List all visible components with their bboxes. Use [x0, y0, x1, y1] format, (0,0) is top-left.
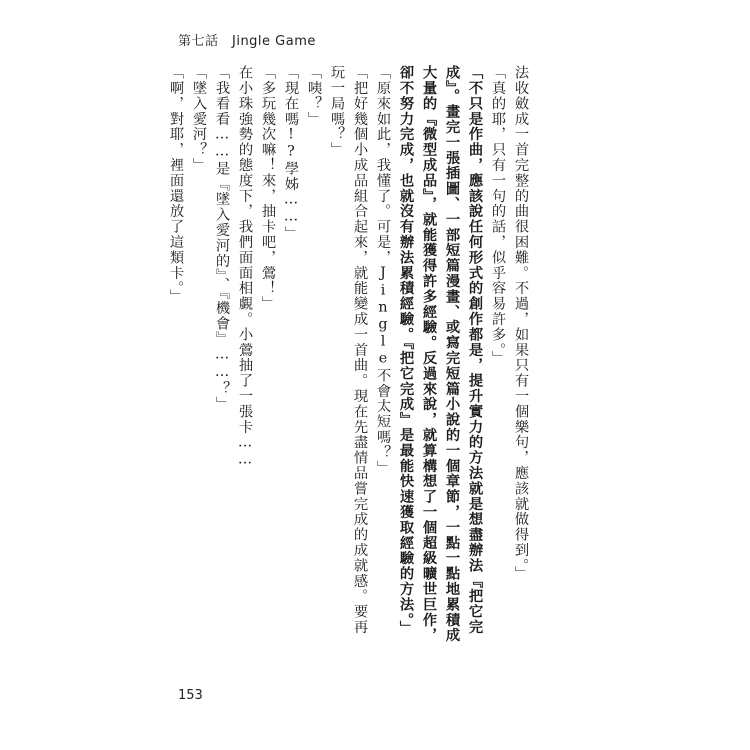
paragraph: 「多玩幾次嘛！來，抽卡吧，鶯！」 [260, 65, 276, 312]
paragraph: 「啊，對耶，裡面還放了這類卡。」 [168, 65, 184, 305]
paragraph: 「墜入愛河？」 [191, 65, 207, 173]
body-text [168, 65, 532, 650]
paragraph: 在小珠強勢的態度下，我們面面相覷。小鶯抽了一張卡…… [237, 65, 253, 469]
paragraph: 「原來如此，我懂了。可是，Jingle不會太短嗎？」 [375, 65, 391, 476]
paragraph: 「我看看……是『墜入愛河的』、『機會』……？」 [214, 65, 230, 412]
paragraph: 「真的耶，只有一句的話，似乎容易許多。」 [490, 65, 506, 366]
running-header: 第七話 Jingle Game [178, 34, 316, 49]
paragraph: 「把好幾個小成品組合起來，就能變成一首曲。現在先盡情品嘗完成的成就感。要再玩一局嗎？」 [329, 65, 368, 635]
page-number: 153 [178, 688, 203, 703]
paragraph: 法收斂成一首完整的曲很困難。不過，如果只有一個樂句，應該就做得到。」 [513, 65, 529, 582]
paragraph: 「現在嗎!?學姊……」 [283, 65, 299, 242]
paragraph: 「咦？」 [306, 65, 322, 127]
paragraph-emphasis: 「不只是作曲，應該說任何形式的創作都是，提升實力的方法就是想盡辦法『把它完成』。畫完一張插圖、一部短篇漫畫、或寫完短篇小說的一個章節，一點一點地累積成大量的『微型成品』，就能獲得許多經驗。反過來說，就算構想了一個超級曠世巨作，卻不努力完成，也就沒有辦法累積經驗。『把它完成』是最能快速獲取經驗的方法。」 [398, 65, 483, 644]
